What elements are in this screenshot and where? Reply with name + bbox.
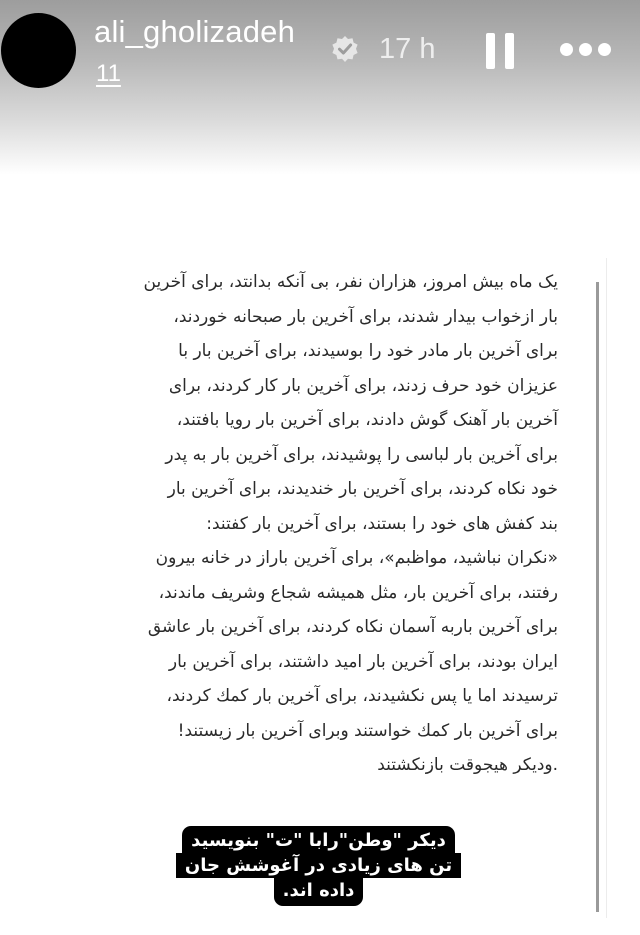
more-options-icon — [598, 43, 611, 56]
post-text-line: ایران بودند، برای آخرین بار امید داشتند، برای آخرین بار — [168, 651, 558, 672]
post-text-line: عزیزان خود حرف زدند، برای آخرین بار کار کردند، برای — [168, 375, 558, 396]
caption-line: دیکر "وطن"رابا "ت" بنویسید — [182, 826, 455, 853]
post-text-line: ترسیدند اما یا پس نکشیدند، برای آخرین بار کمك کردند، — [166, 686, 558, 706]
scrollbar[interactable] — [596, 282, 599, 912]
caption-line: داده اند. — [274, 878, 364, 906]
post-text — [76, 265, 558, 783]
post-time: 17 h — [379, 33, 436, 65]
avatar[interactable] — [1, 13, 76, 88]
username[interactable]: ali_gholizadeh — [94, 14, 296, 49]
caption-line: تن های زیادی در آغوشش جان — [176, 853, 461, 878]
pause-icon — [505, 33, 514, 69]
post-text-line: بند کفش های خود را بستند، برای آخرین بار کفتند: — [206, 513, 558, 534]
story-header — [0, 0, 640, 100]
verified-badge-icon — [331, 35, 359, 63]
pause-button[interactable] — [486, 33, 516, 69]
post-text-line: یک ماه بیش امروز، هزاران نفر، بی آنکه بدانتد، برای آخرین — [143, 272, 558, 292]
post-text-line: رفتند، برای آخرین بار، مثل همیشه شجاع وشریف ماندند، — [158, 582, 558, 603]
post-text-line: .ودیکر هیجوقت بازنکشتند — [377, 755, 558, 775]
post-text-line: برای آخرین باربه آسمان نکاه کردند، برای آخرین بار عاشق — [147, 617, 558, 637]
story-caption — [168, 826, 469, 906]
post-text-line: بار ازخواب بیدار شدند، برای آخرین بار صبحانه خوردند، — [173, 306, 558, 327]
post-text-line: برای آخرین بار مادر خود را بوسیدند، برای آخرین بار با — [178, 341, 558, 361]
more-options-icon — [579, 43, 592, 56]
post-text-line: برای آخرین بار لباسی را پوشیدند، برای آخرین بار به پدر — [165, 444, 558, 465]
post-text-line: برای آخرین بار کمك خواستند وبرای آخرین بار زیستند! — [177, 720, 558, 741]
more-options-icon — [560, 43, 573, 56]
sub-label: 11 — [96, 60, 121, 87]
more-options-button[interactable] — [560, 40, 612, 60]
post-text-line: خود نکاه کردند، برای آخرین بار خندیدند، برای آخرین بار — [167, 479, 558, 499]
pause-icon — [486, 33, 495, 69]
post-text-line: آخرین بار آهنک گوش دادند، برای آخرین بار رویا بافتند، — [176, 410, 558, 430]
post-text-line: «نکران نباشید، مواظبم»، برای آخرین باراز در خانه بیرون — [155, 548, 558, 568]
